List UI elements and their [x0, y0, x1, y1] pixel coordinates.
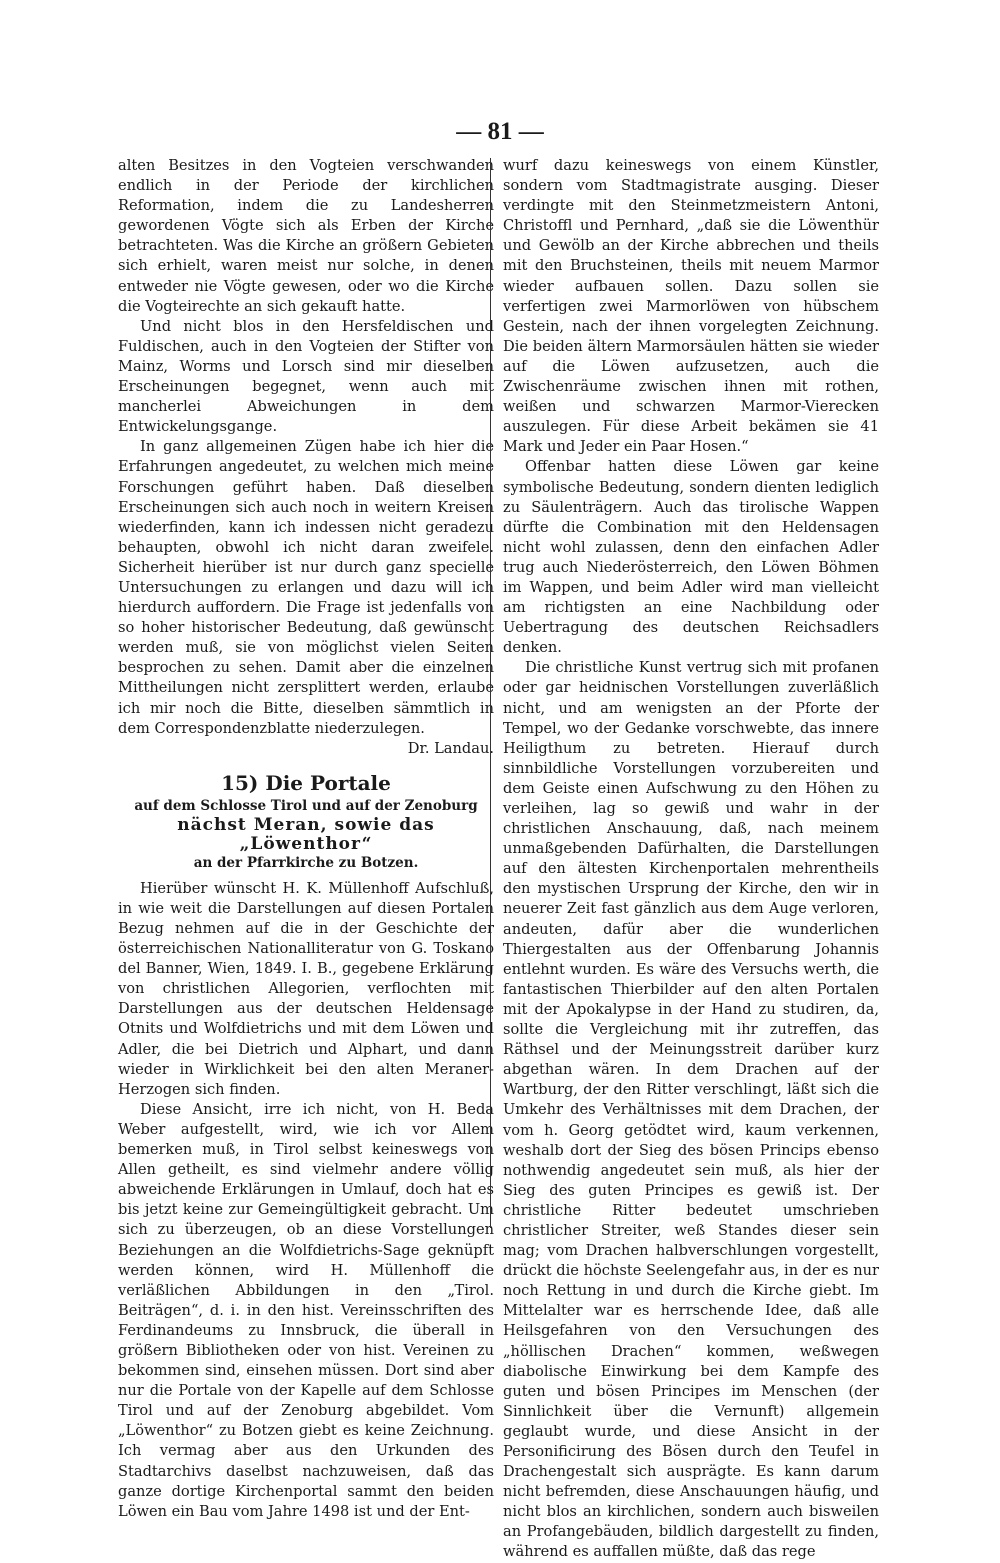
left-column — [118, 156, 494, 1522]
section-subheading — [118, 797, 494, 873]
section-heading: 15) Die Portale — [221, 770, 391, 795]
paragraph: In ganz allgemeinen Zügen habe ich hier die Erfahrungen angedeutet, zu welchen mich meine Forschungen geführt haben. Daß dieselben Erscheinungen sich auch noch in weitern Kreisen wiederfinden, kann ich indessen nicht geradezu behaupten, obwohl ich nicht daran zweifele. Sicherheit hierüber ist nur durch ganz specielle Untersuchungen zu erlangen und dazu will ich hierdurch auffordern. Die Frage ist jedenfalls von so hoher historischer Bedeutung, daß gewünscht werden muß, sie von möglichst vielen Seiten besprochen zu sehen. Damit aber die einzelnen Mittheilungen nicht zersplittert werden, erlaube ich mir noch die Bitte, dieselben sämmtlich in dem Correspondenzblatte niederzulegen. — [118, 438, 494, 737]
column-divider — [490, 158, 491, 1228]
right-column — [503, 156, 879, 1563]
paragraph: Die christliche Kunst vertrug sich mit profanen oder gar heidnischen Vorstellungen zuverläßlich nicht, und am wenigsten an der Pforte der Tempel, wo der Gedanke vorschwebte, das innere Heiligthum zu betreten. Hierauf durch sinnbildliche Vorstellungen vorzubereiten und dem Geiste einen Aufschwung zu den Höhen zu verleihen, lag so gewiß und wahr in der christlichen Anschauung, daß, nach meinem unmaßgebenden Dafürhalten, die Darstellungen auf den ältesten Kirchenportalen mehrentheils den mystischen Ursprung der Kirche, den wir in neuerer Zeit fast gänzlich aus dem Auge verloren, andeuten, dafür aber die wunderlichen Thiergestalten aus der Offenbarung Johannis entlehnt wurden. Es wäre des Versuchs werth, die fantastischen Thierbilder auf den alten Portalen mit der Apokalypse in der Hand zu studiren, da, sollte die Vergleichung mit ihr zutreffen, das Räthsel und der Meinungsstreit darüber kurz abgethan wären. In dem Drachen auf der Wartburg, der den Ritter verschlingt, läßt sich die Umkehr des Verhältnisses mit dem Drachen, der vom h. Georg getödtet wird, kaum verkennen, weshalb dort der Sieg des bösen Princips ebenso nothwendig angedeutet sein muß, als hier der Sieg des guten Principes es gewiß ist. Der christliche Ritter bedeutet umschrieben christlicher Streiter, weß Standes dieser sein mag; vom Drachen halbverschlungen vorgestellt, drückt die höchste Seelengefahr aus, in der es nur noch Rettung in und durch die Kirche giebt. Im Mittelalter war es herrschende Idee, daß alle Heilsgefahren von den Versuchungen des „höllischen Drachen“ kommen, weßwegen diabolische Einwirkung bei dem Kampfe des guten und bösen Principes im Menschen (der Sinnlichkeit über die Vernunft) allgemein geglaubt wurde, und diese Ansicht in der Personificirung des Bösen durch den Teufel in Drachengestalt sich ausprägte. Es kann darum nicht befremden, diese Anschauungen häufig, und nicht blos an kirchlichen, sondern auch bisweilen an Profangebäuden, bildlich dargestellt zu finden, während es auffallen müßte, daß das rege — [503, 659, 879, 1561]
subheading-line: an der Pfarrkirche zu Botzen. — [193, 854, 419, 871]
paragraph: Offenbar hatten diese Löwen gar keine symbolische Bedeutung, sondern dienten lediglich zu Säulenträgern. Auch das tirolische Wappen dürfte die Combination mit den Heldensagen nicht wohl zulassen, denn den einfachen Adler trug auch Niederösterreich, den Löwen Böhmen im Wappen, und beim Adler wird man vielleicht am richtigsten an eine Nachbildung oder Uebertragung des deutschen Reichsadlers denken. — [503, 458, 879, 657]
paragraph: Diese Ansicht, irre ich nicht, von H. Beda Weber aufgestellt, wird, wie ich vor Allem bemerken muß, in Tirol selbst keineswegs von Allen getheilt, es sind vielmehr andere völlig abweichende Erklärungen in Umlauf, doch hat es bis jetzt keine zur Gemeingültigkeit gebracht. Um sich zu überzeugen, ob an diese Vorstellungen Beziehungen an die Wolfdietrichs-Sage geknüpft werden können, wird H. Müllenhoff die verläßlichen Abbildungen in den „Tirol. Beiträgen“, d. i. in den hist. Vereinsschriften des Ferdinandeums zu Innsbruck, die überall in größern Bibliotheken oder von hist. Vereinen zu bekommen sind, einsehen müssen. Dort sind aber nur die Portale von der Kapelle auf dem Schlosse Tirol und auf der Zenoburg abgebildet. Vom „Löwenthor“ zu Botzen giebt es keine Zeichnung. Ich vermag aber aus den Urkunden des Stadtarchivs daselbst nachzuweisen, daß das ganze dortige Kirchenportal sammt den beiden Löwen ein Bau vom Jahre 1498 ist und der Ent- — [118, 1100, 494, 1520]
subheading-line: auf dem Schlosse Tirol und auf der Zenoburg — [134, 797, 478, 814]
page-number: — 81 — — [456, 118, 544, 145]
subheading-line: nächst Meran, sowie das „Löwenthor“ — [177, 814, 435, 854]
author-signature: Dr. Landau. — [407, 739, 494, 757]
paragraph: alten Besitzes in den Vogteien verschwanden endlich in der Periode der kirchlichen Reformation, indem die zu Landesherren gewordenen Vögte sich als Erben der Kirche betrachteten. Was die Kirche an größern Gebieten sich erhielt, waren meist nur solche, in denen entweder nie Vögte gewesen, oder wo die Kirche die Vogteirechte an sich gekauft hatte. — [118, 157, 494, 315]
paragraph: Hierüber wünscht H. K. Müllenhoff Aufschluß, in wie weit die Darstellungen auf diesen Portalen Bezug nehmen auf die in der Geschichte der österreichischen Nationalliteratur von G. Toskano del Banner, Wien, 1849. I. B., gegebene Erklärung von christlichen Allegorien, verflochten mit Darstellungen aus der deutschen Heldensage Otnits und Wolfdietrichs und mit dem Löwen und Adler, die bei Dietrich und Alphart, und dann wieder in Wirklichkeit bei den alten Meraner-Herzogen sich finden. — [118, 879, 494, 1098]
paragraph: wurf dazu keineswegs von einem Künstler, sondern vom Stadtmagistrate ausging. Dieser verdingte mit den Steinmetzmeistern Antoni, Christoffl und Pernhard, „daß sie die Löwenthür und Gewölb an der Kirche abbrechen und theils mit den Bruchsteinen, theils mit neuem Marmor wieder aufbauen sollen. Dazu sollen sie verfertigen zwei Marmorlöwen von hübschem Gestein, nach der ihnen vorgelegten Zeichnung. Die beiden ältern Marmorsäulen hätten sie wieder auf die Löwen aufzusetzen, auch die Zwischenräume zwischen ihnen mit rothen, weißen und schwarzen Marmor-Vierecken auszulegen. Für diese Arbeit bekämen sie 41 Mark und Jeder ein Paar Hosen.“ — [503, 157, 879, 456]
paragraph: Und nicht blos in den Hersfeldischen und Fuldischen, auch in den Vogteien der Stifter von Mainz, Worms und Lorsch sind mir dieselben Erscheinungen begegnet, wenn auch mit mancherlei Abweichungen in dem Entwickelungsgange. — [118, 317, 494, 436]
